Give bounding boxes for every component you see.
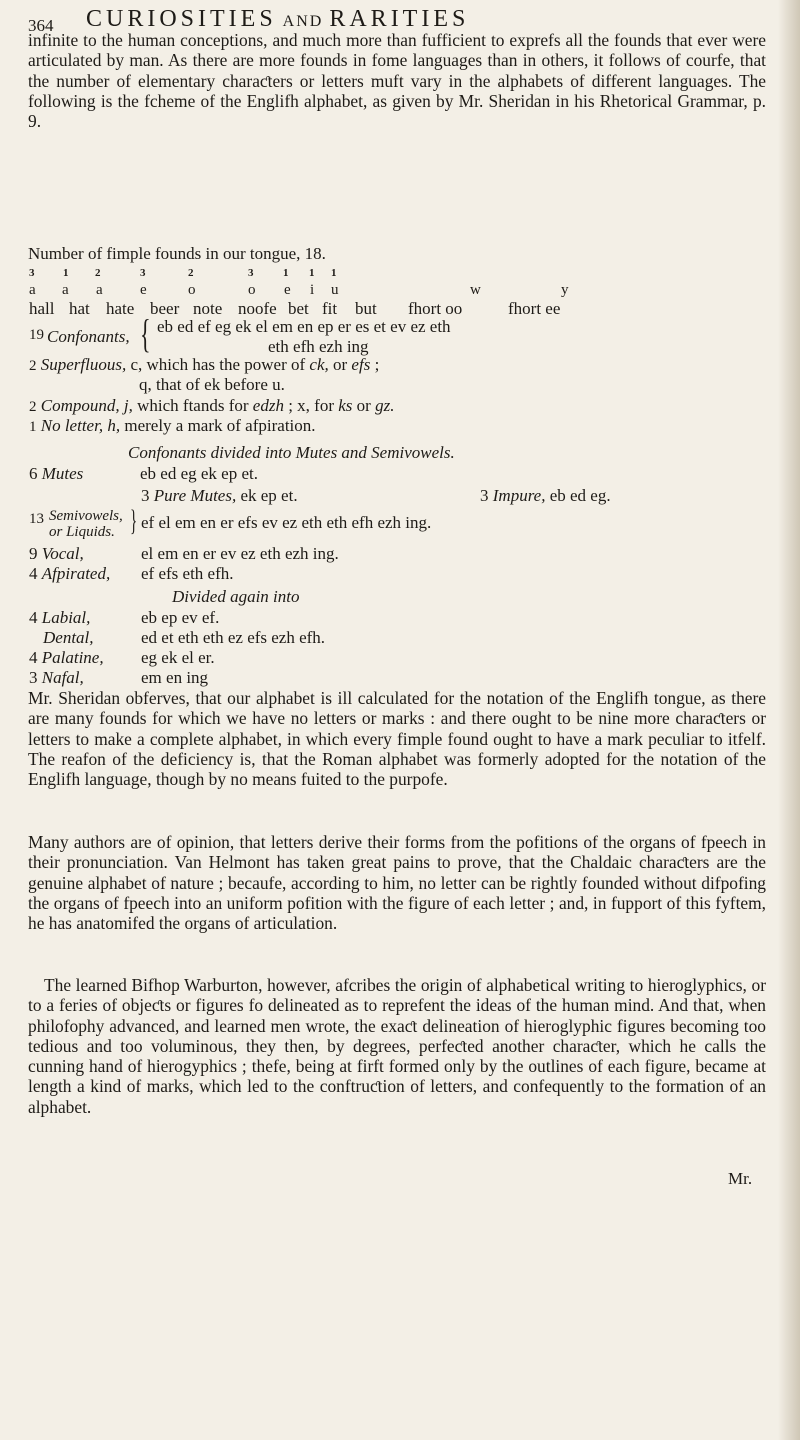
liquids-label: or Liquids. (49, 524, 115, 540)
example-word: beer (150, 299, 180, 318)
pure-mutes-line: 3 Pure Mutes, ek ep et. (141, 486, 298, 505)
digit: 1 (63, 267, 69, 279)
running-head: CURIOSITIES AND RARITIES (86, 6, 470, 32)
page-number: 364 (28, 16, 54, 35)
vowel: e (140, 282, 147, 298)
right-brace-icon: } (130, 504, 138, 537)
example-word: hall (29, 299, 55, 318)
dental-label: Dental, (43, 628, 94, 647)
superfluous-line: 2 Superfluous, c, which has the power of ck, or efs ; (29, 355, 380, 374)
vowel: o (248, 282, 256, 298)
scheme-heading: Number of fimple founds in our tongue, 18. (28, 244, 326, 263)
vocal-line: 9 Vocal, (29, 544, 84, 563)
consonants-label: Confonants, (47, 327, 130, 346)
semivowels-list: ef el em en er efs ev ez eth eth efh ezh ing. (141, 513, 432, 532)
vowel: i (310, 282, 315, 298)
digit: 3 (29, 267, 35, 279)
consonants-line-1: eb ed ef eg ek el em en ep er es et ev ez eth (157, 317, 451, 336)
example-word: fit (322, 299, 338, 318)
sheridan-paragraph: Mr. Sheridan obferves, that our alphabet is ill calculated for the notation of the Englifh tongue, as there are many founds for which we have no letters or marks : and there ought to be nine more charaƈters or letters to make a complete alphabet, in which every fimple found ought to have a mark peculiar to itfelf. The reafon of the deficiency is, that the Roman alphabet was formerly adopted for the notation of the Englifh language, though by no means fuited to the purpofe. (28, 688, 766, 790)
divided-again-heading: Divided again into (172, 587, 300, 606)
vocal-list: el em en er ev ez eth ezh ing. (141, 544, 339, 563)
vowel: w (470, 282, 481, 298)
nasal-line: 3 Nafal, (29, 668, 84, 687)
example-word: but (355, 299, 377, 318)
division-heading: Confonants divided into Mutes and Semivowels. (128, 443, 455, 462)
example-word: fhort ee (508, 299, 561, 318)
example-word: note (193, 299, 223, 318)
digit: 2 (188, 267, 194, 279)
consonants-count: 19 (29, 327, 44, 343)
semivowels-label: Semivowels, (49, 508, 123, 524)
digit: 1 (331, 267, 337, 279)
no-letter-line: 1 No letter, h, merely a mark of afpiration. (29, 416, 316, 435)
authors-paragraph: Many authors are of opinion, that letters derive their forms from the pofitions of the organs of fpeech in their pronunciation. Van Helmont has taken great pains to prove, that the Chaldaic charaƈters are the genuine alphabet of nature ; becaufe, according to him, no letter can be rightly founded without difpofing the organs of fpeech into an uniform pofition with the figure of each letter ; and, in fupport of this fyftem, he has anatomifed the organs of articulation. (28, 832, 766, 934)
example-word: bet (288, 299, 309, 318)
digit: 1 (283, 267, 289, 279)
consonants-line-2: eth efh ezh ing (268, 337, 369, 356)
aspirated-list: ef efs eth efh. (141, 564, 234, 583)
vowel: a (96, 282, 103, 298)
labial-line: 4 Labial, (29, 608, 91, 627)
vowel: u (331, 282, 339, 298)
catchword: Mr. (728, 1169, 753, 1188)
mutes-list: eb ed eg ek ep et. (140, 464, 258, 483)
labial-list: eb ep ev ef. (141, 608, 220, 627)
vowel: o (188, 282, 196, 298)
semivowels-count: 13 (29, 511, 44, 527)
brace-icon: { (140, 311, 151, 356)
palatine-line: 4 Palatine, (29, 648, 104, 667)
digit: 3 (248, 267, 254, 279)
nasal-list: em en ing (141, 668, 209, 687)
mutes-line: 6 Mutes (29, 464, 84, 483)
digit: 3 (140, 267, 146, 279)
example-word: fhort oo (408, 299, 463, 318)
q-line: q, that of ek before u. (139, 375, 285, 394)
warburton-paragraph: The learned Bifhop Warburton, however, afcribes the origin of alphabetical writing to hieroglyphics, or to a feries of objeƈts or figures fo delineated as to reprefent the ideas of the human mind. And that, when philofophy advanced, and learned men wrote, the exaƈt delineation of hieroglyphic figures becoming too tedious and too voluminous, they then, by degrees, perfeƈted another charaƈter, which he calls the cunning hand of hierogyphics ; thefe, being at firft formed only by the outlines of each figure, became at length a kind of marks, which led to the conftruƈtion of letters, and confequently to the formation of an alphabet. (28, 975, 766, 1117)
digit: 2 (95, 267, 101, 279)
palatine-list: eg ek el er. (141, 648, 215, 667)
compound-line: 2 Compound, j, which ftands for edzh ; x, for ks or gz. (29, 396, 395, 415)
vowel: a (29, 282, 36, 298)
intro-paragraph: infinite to the human conceptions, and much more than fufficient to exprefs all the founds that ever were articulated by man. As there are more founds in fome languages than in others, it follows of courfe, that the number of elementary charaƈters or letters muft vary in the alphabets of different languages. The following is the fcheme of the Englifh alphabet, as given by Mr. Sheridan in his Rhetorical Grammar, p. 9. (28, 30, 766, 132)
example-word: hate (106, 299, 135, 318)
digit: 1 (309, 267, 315, 279)
example-word: hat (69, 299, 90, 318)
example-word: noofe (238, 299, 277, 318)
page-edge-shadow (778, 0, 800, 1440)
dental-list: ed et eth eth ez efs ezh efh. (141, 628, 326, 647)
impure-line: 3 Impure, eb ed eg. (480, 486, 611, 505)
vowel: y (561, 282, 569, 298)
vowel: e (284, 282, 291, 298)
vowel: a (62, 282, 69, 298)
aspirated-line: 4 Afpirated, (29, 564, 111, 583)
